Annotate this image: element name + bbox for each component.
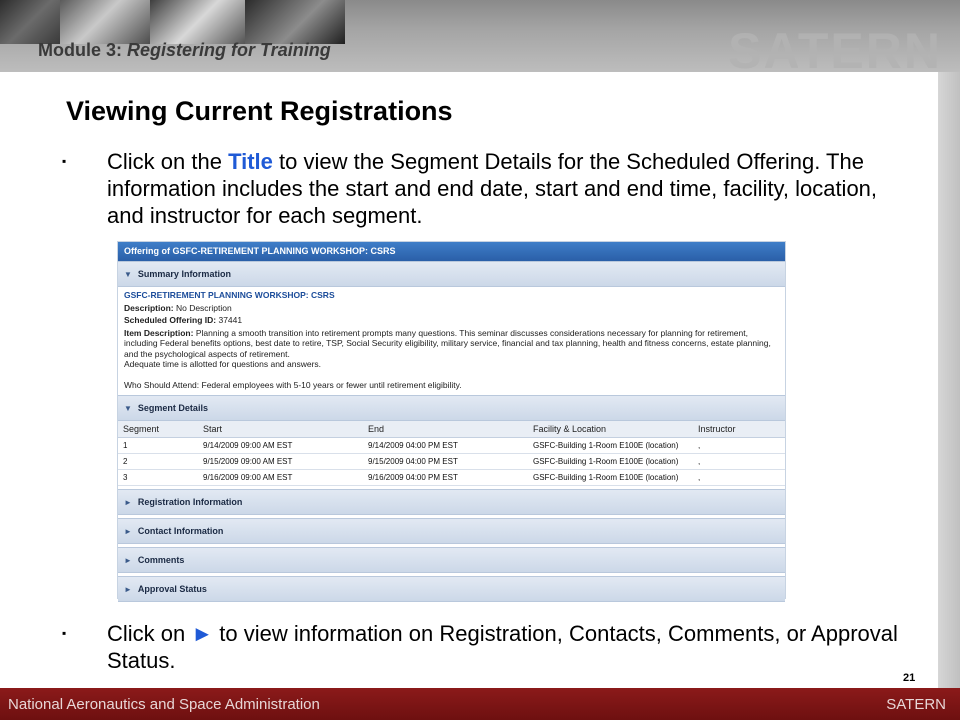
facility-cell: GSFC-Building 1-Room E100E (location) bbox=[528, 438, 693, 454]
offering-details-screenshot bbox=[117, 241, 786, 599]
bullet-text bbox=[107, 620, 907, 674]
comments-section[interactable] bbox=[118, 547, 785, 573]
item-description-row bbox=[124, 328, 779, 370]
bullet-text-before: Click on bbox=[107, 621, 192, 646]
agency-name: National Aeronautics and Space Administration bbox=[8, 696, 320, 713]
description-value: No Description bbox=[175, 302, 232, 313]
description-label: Description: bbox=[124, 302, 174, 313]
collapsed-triangle-icon: ► bbox=[124, 556, 132, 565]
end-cell: 9/14/2009 04:00 PM EST bbox=[363, 438, 528, 454]
right-decor-bar bbox=[938, 72, 960, 688]
offering-id-value: 37441 bbox=[218, 315, 243, 325]
adequate-time-text: Adequate time is allotted for questions and answers. bbox=[124, 359, 322, 369]
header-photo-strip bbox=[0, 0, 345, 44]
contact-info-section[interactable] bbox=[118, 518, 785, 544]
course-title-link[interactable]: GSFC-RETIREMENT PLANNING WORKSHOP: CSRS bbox=[124, 290, 335, 300]
bullet-text bbox=[107, 148, 907, 229]
segment-cell: 2 bbox=[118, 454, 198, 470]
who-should-attend: Who Should Attend: Federal employees with 5-10 years or fewer until retirement eligibility. bbox=[124, 379, 462, 390]
table-row bbox=[118, 438, 785, 454]
start-cell: 9/15/2009 09:00 AM EST bbox=[198, 454, 363, 470]
expand-arrow-icon: ► bbox=[191, 621, 214, 646]
column-header: Instructor bbox=[693, 421, 785, 438]
table-row bbox=[118, 470, 785, 486]
bullet-marker: ▪ bbox=[62, 626, 67, 640]
approval-status-section[interactable] bbox=[118, 576, 785, 602]
title-link-word: Title bbox=[228, 149, 273, 174]
registration-info-section[interactable] bbox=[118, 489, 785, 515]
summary-content bbox=[118, 287, 785, 395]
segment-section-header[interactable] bbox=[118, 395, 785, 421]
expanded-triangle-icon: ▼ bbox=[124, 270, 132, 279]
collapsed-triangle-icon: ► bbox=[124, 585, 132, 594]
bullet-marker: ▪ bbox=[62, 154, 67, 168]
collapsed-triangle-icon: ► bbox=[124, 527, 132, 536]
segment-table-header-row bbox=[118, 421, 785, 438]
table-row bbox=[118, 454, 785, 470]
start-cell: 9/16/2009 09:00 AM EST bbox=[198, 470, 363, 486]
bullet-text-after: to view information on Registration, Contacts, Comments, or Approval Status. bbox=[107, 621, 898, 673]
offering-id-label: Scheduled Offering ID: bbox=[124, 315, 217, 325]
satern-logo: SATERN bbox=[728, 23, 942, 72]
instructor-cell: , bbox=[693, 470, 785, 486]
slide-title: Viewing Current Registrations bbox=[66, 96, 453, 126]
bullet-arrow-instruction bbox=[62, 620, 912, 676]
footer-brand: SATERN bbox=[886, 696, 946, 713]
collapsed-triangle-icon: ► bbox=[124, 498, 132, 507]
end-cell: 9/15/2009 04:00 PM EST bbox=[363, 454, 528, 470]
header-photo bbox=[150, 0, 245, 44]
instructor-cell: , bbox=[693, 438, 785, 454]
summary-section-label: Summary Information bbox=[137, 269, 231, 279]
segment-cell: 3 bbox=[118, 470, 198, 486]
column-header: Facility & Location bbox=[528, 421, 693, 438]
section-label: Approval Status bbox=[137, 584, 207, 594]
bullet-text-before: Click on the bbox=[107, 149, 229, 174]
segment-cell: 1 bbox=[118, 438, 198, 454]
facility-cell: GSFC-Building 1-Room E100E (location) bbox=[528, 454, 693, 470]
module-prefix: Module 3: bbox=[38, 40, 127, 60]
description-row bbox=[124, 303, 779, 314]
start-cell: 9/14/2009 09:00 AM EST bbox=[198, 438, 363, 454]
facility-cell: GSFC-Building 1-Room E100E (location) bbox=[528, 470, 693, 486]
header-photo bbox=[245, 0, 345, 44]
expanded-triangle-icon: ▼ bbox=[124, 404, 132, 413]
page-number: 21 bbox=[903, 672, 916, 684]
module-subtitle: Registering for Training bbox=[127, 40, 331, 60]
module-title bbox=[38, 40, 331, 61]
column-header: Start bbox=[198, 421, 363, 438]
end-cell: 9/16/2009 04:00 PM EST bbox=[363, 470, 528, 486]
header-photo bbox=[60, 0, 150, 44]
offering-id-row bbox=[124, 315, 779, 326]
offering-window-title: Offering of GSFC-RETIREMENT PLANNING WORKSHOP: CSRS bbox=[118, 242, 785, 261]
bullet-text-after: to view the Segment Details for the Scheduled Offering. The information includes the start and end date, start and end time, facility, location, and instructor for each segment. bbox=[107, 149, 878, 228]
bullet-title-instruction bbox=[62, 148, 912, 230]
section-label: Comments bbox=[137, 555, 185, 565]
section-label: Registration Information bbox=[137, 497, 243, 507]
header-photo bbox=[0, 0, 60, 44]
segment-section-label: Segment Details bbox=[137, 403, 208, 413]
column-header: End bbox=[363, 421, 528, 438]
segment-table bbox=[118, 421, 785, 486]
item-description-label: Item Description: bbox=[124, 327, 194, 338]
column-header: Segment bbox=[118, 421, 198, 438]
slide-header bbox=[0, 0, 960, 72]
slide-footer bbox=[0, 688, 960, 720]
section-label: Contact Information bbox=[137, 526, 224, 536]
instructor-cell: , bbox=[693, 454, 785, 470]
summary-section-header[interactable] bbox=[118, 261, 785, 287]
item-description-value: Planning a smooth transition into retirement prompts many questions. This seminar discusses considerations necessary for planning for retirement, including Federal benefits options, best date to retire, TSP, Social Security eligibility, military service, financial and tax planning, health and fitness concerns, estate planning, and the psychological aspects of retirement. bbox=[124, 327, 771, 359]
